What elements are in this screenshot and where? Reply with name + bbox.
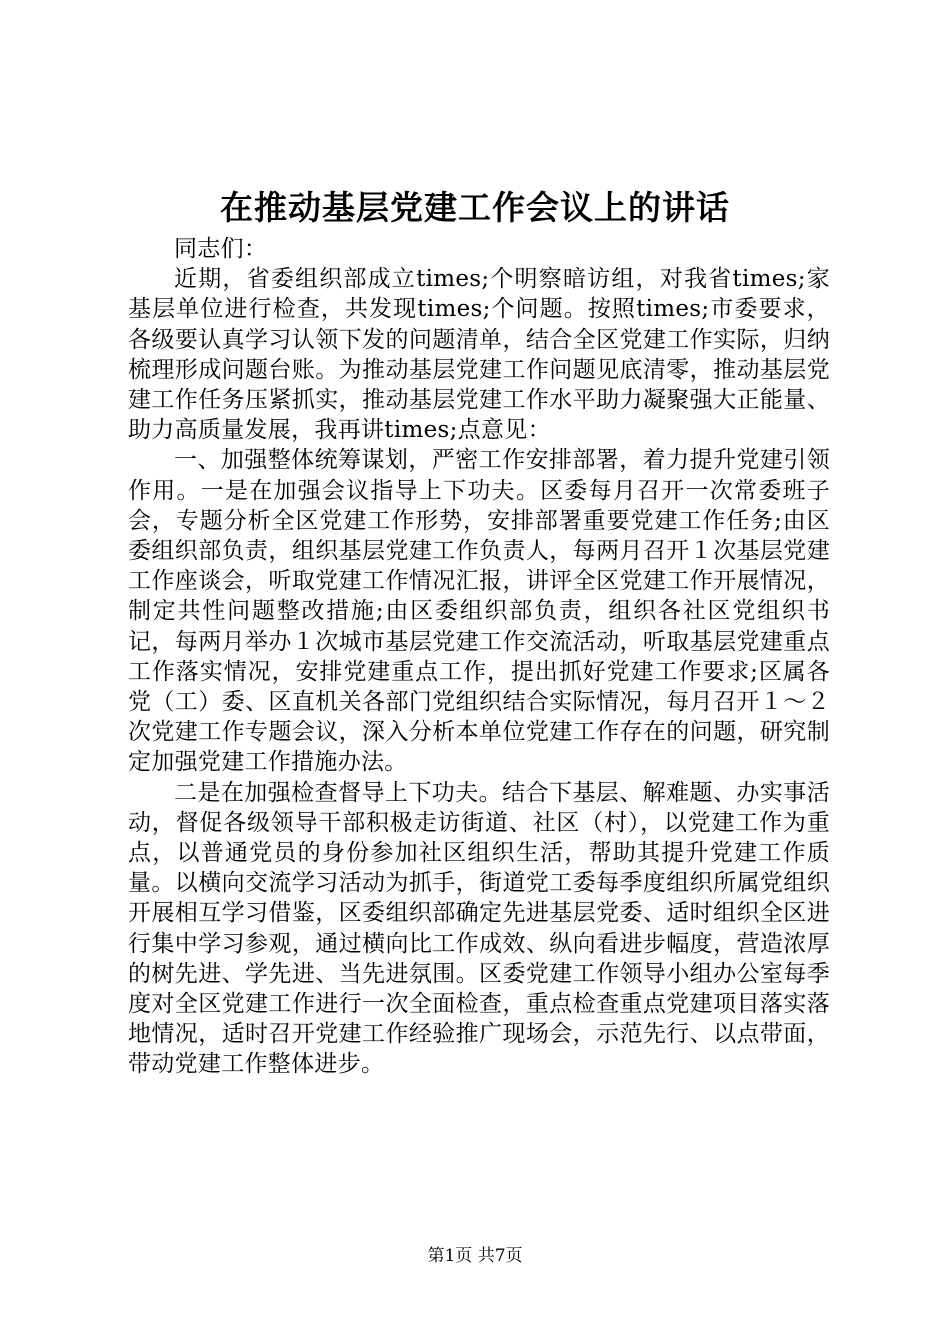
- document-title: 在推动基层党建工作会议上的讲话: [220, 188, 730, 227]
- salutation-paragraph: 同志们：: [174, 236, 268, 262]
- page-number-footer: 第1页 共7页: [427, 1246, 523, 1266]
- section-one-paragraph: 一、加强整体统筹谋划，严密工作安排部署，着力提升党建引领作用。一是在加强会议指导上下功夫。区委每月召开一次常委班子会，专题分析全区党建工作形势，安排部署重要党建工作任务;由区委组织部负责，组织基层党建工作负责人，每两月召开１次基层党建工作座谈会，听取党建工作情况汇报，讲评全区党建工作开展情况，制定共性问题整改措施;由区委组织部负责，组织各社区党组织书记，每两月举办１次城市基层党建工作交流活动，听取基层党建重点工作落实情况，安排党建重点工作，提出抓好党建工作要求;区属各党（工）委、区直机关各部门党组织结合实际情况，每月召开１～２次党建工作专题会议，深入分析本单位党建工作存在的问题，研究制定加强党建工作措施办法。: [128, 447, 830, 776]
- document-body: [128, 234, 830, 1080]
- section-two-paragraph: 二是在加强检查督导上下功夫。结合下基层、解难题、办实事活动，督促各级领导干部积极走访街道、社区（村），以党建工作为重点，以普通党员的身份参加社区组织生活，帮助其提升党建工作质量。以横向交流学习活动为抓手，街道党工委每季度组织所属党组织开展相互学习借鉴，区委组织部确定先进基层党委、适时组织全区进行集中学习参观，通过横向比工作成效、纵向看进步幅度，营造浓厚的树先进、学先进、当先进氛围。区委党建工作领导小组办公室每季度对全区党建工作进行一次全面检查，重点检查重点党建项目落实落地情况，适时召开党建工作经验推广现场会，示范先行、以点带面，带动党建工作整体进步。: [128, 779, 830, 1078]
- intro-paragraph: 近期，省委组织部成立times;个明察暗访组，对我省times;家基层单位进行检查，共发现times;个问题。按照times;市委要求，各级要认真学习认领下发的问题清单，结合全区党建工作实际，归纳梳理形成问题台账。为推动基层党建工作问题见底清零，推动基层党建工作任务压紧抓实，推动基层党建工作水平助力凝聚强大正能量、助力高质量发展，我再讲times;点意见：: [128, 266, 830, 444]
